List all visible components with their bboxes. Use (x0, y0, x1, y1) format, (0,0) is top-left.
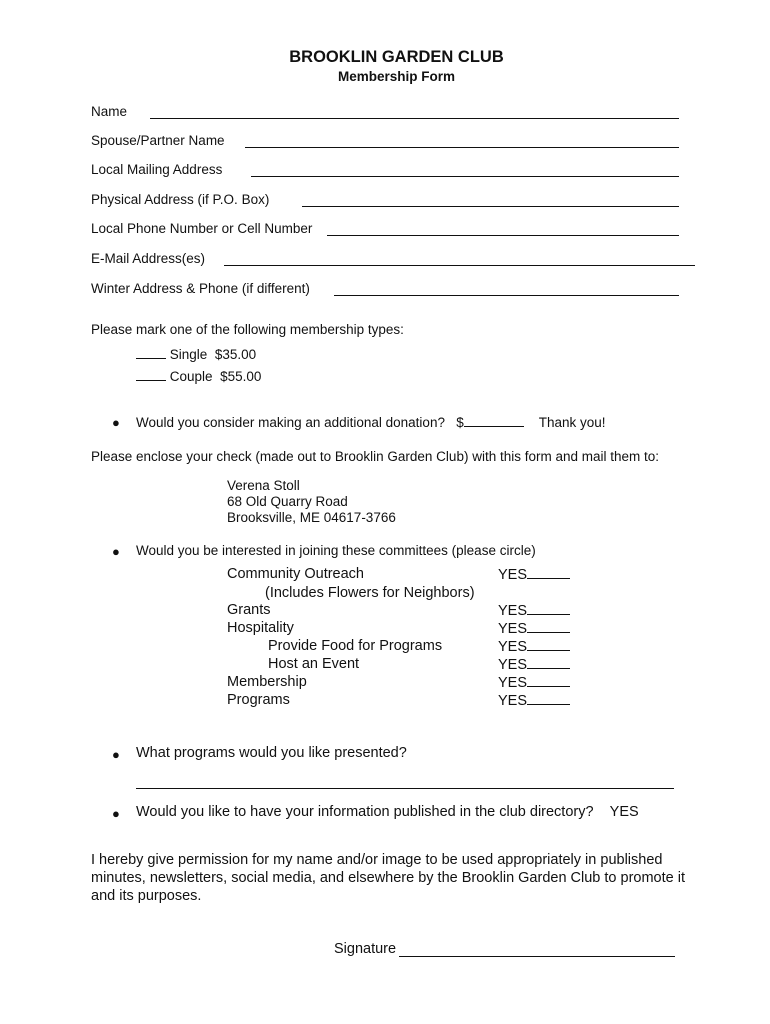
committee-programs: Programs (227, 692, 290, 708)
committees-question: Would you be interested in joining these committees (please circle) (136, 543, 536, 558)
directory-row (136, 804, 639, 820)
physical-address-label: Physical Address (if P.O. Box) (91, 192, 270, 207)
programs-question: What programs would you like presented? (136, 745, 407, 761)
email-address-label: E-Mail Address(es) (91, 251, 206, 266)
donation-thanks: Thank you! (538, 415, 606, 430)
committee-membership: Membership (227, 674, 307, 690)
signature-label: Signature (334, 941, 397, 957)
email-address-field[interactable] (224, 265, 695, 266)
couple-label: Couple (169, 369, 213, 384)
local-mailing-address-field[interactable] (251, 176, 679, 177)
donation-currency: $ (456, 415, 464, 430)
name-field[interactable] (150, 118, 679, 119)
yes-grants[interactable]: YES (498, 602, 570, 619)
single-blank[interactable] (136, 346, 166, 359)
committee-community-outreach-note: (Includes Flowers for Neighbors) (265, 585, 475, 601)
single-label: Single (169, 347, 208, 362)
programs-answer-field[interactable] (136, 788, 674, 789)
donation-row (136, 414, 606, 430)
spouse-partner-name-field[interactable] (245, 147, 679, 148)
committee-grants: Grants (227, 602, 271, 618)
membership-option-single[interactable] (136, 346, 256, 362)
committee-hospitality: Hospitality (227, 620, 294, 636)
mail-instruction: Please enclose your check (made out to Brooklin Garden Club) with this form and mail them to: (91, 449, 660, 464)
bullet-icon: ● (112, 544, 120, 559)
committee-host-event: Host an Event (268, 656, 360, 672)
yes-community-outreach[interactable]: YES (498, 566, 570, 583)
bullet-icon: ● (112, 747, 120, 762)
single-price: $35.00 (214, 347, 257, 362)
form-title: BROOKLIN GARDEN CLUB (289, 48, 504, 66)
winter-address-field[interactable] (334, 295, 679, 296)
couple-blank[interactable] (136, 368, 166, 381)
signature-field[interactable] (399, 956, 675, 957)
yes-hospitality[interactable]: YES (498, 620, 570, 637)
committee-community-outreach: Community Outreach (227, 566, 364, 582)
couple-price: $55.00 (220, 369, 262, 384)
phone-number-label: Local Phone Number or Cell Number (91, 221, 313, 236)
phone-number-field[interactable] (327, 235, 679, 236)
bullet-icon: ● (112, 415, 120, 430)
membership-prompt: Please mark one of the following membership types: (91, 322, 404, 337)
directory-yes-option[interactable]: YES (609, 804, 639, 820)
winter-address-label: Winter Address & Phone (if different) (91, 281, 310, 296)
donation-question: Would you consider making an additional donation? (136, 415, 445, 430)
mail-street: 68 Old Quarry Road (227, 494, 348, 509)
yes-host-event[interactable]: YES (498, 656, 570, 673)
physical-address-field[interactable] (302, 206, 679, 207)
committee-provide-food: Provide Food for Programs (268, 638, 443, 654)
yes-programs[interactable]: YES (498, 692, 570, 709)
yes-provide-food[interactable]: YES (498, 638, 570, 655)
permission-statement: I hereby give permission for my name and/or image to be used appropriately in published minutes, newsletters, social media, and elsewhere by the Brooklin Garden Club to promote it and its purposes. (91, 852, 685, 904)
mail-city: Brooksville, ME 04617-3766 (227, 510, 396, 525)
mail-name: Verena Stoll (227, 478, 300, 493)
name-label: Name (91, 104, 128, 119)
form-subtitle: Membership Form (337, 69, 456, 84)
donation-amount-field[interactable] (464, 414, 524, 427)
spouse-partner-name-label: Spouse/Partner Name (91, 133, 225, 148)
membership-option-couple[interactable] (136, 368, 261, 384)
bullet-icon: ● (112, 806, 120, 821)
yes-membership[interactable]: YES (498, 674, 570, 691)
directory-question: Would you like to have your information published in the club directory? (136, 804, 594, 820)
local-mailing-address-label: Local Mailing Address (91, 162, 223, 177)
